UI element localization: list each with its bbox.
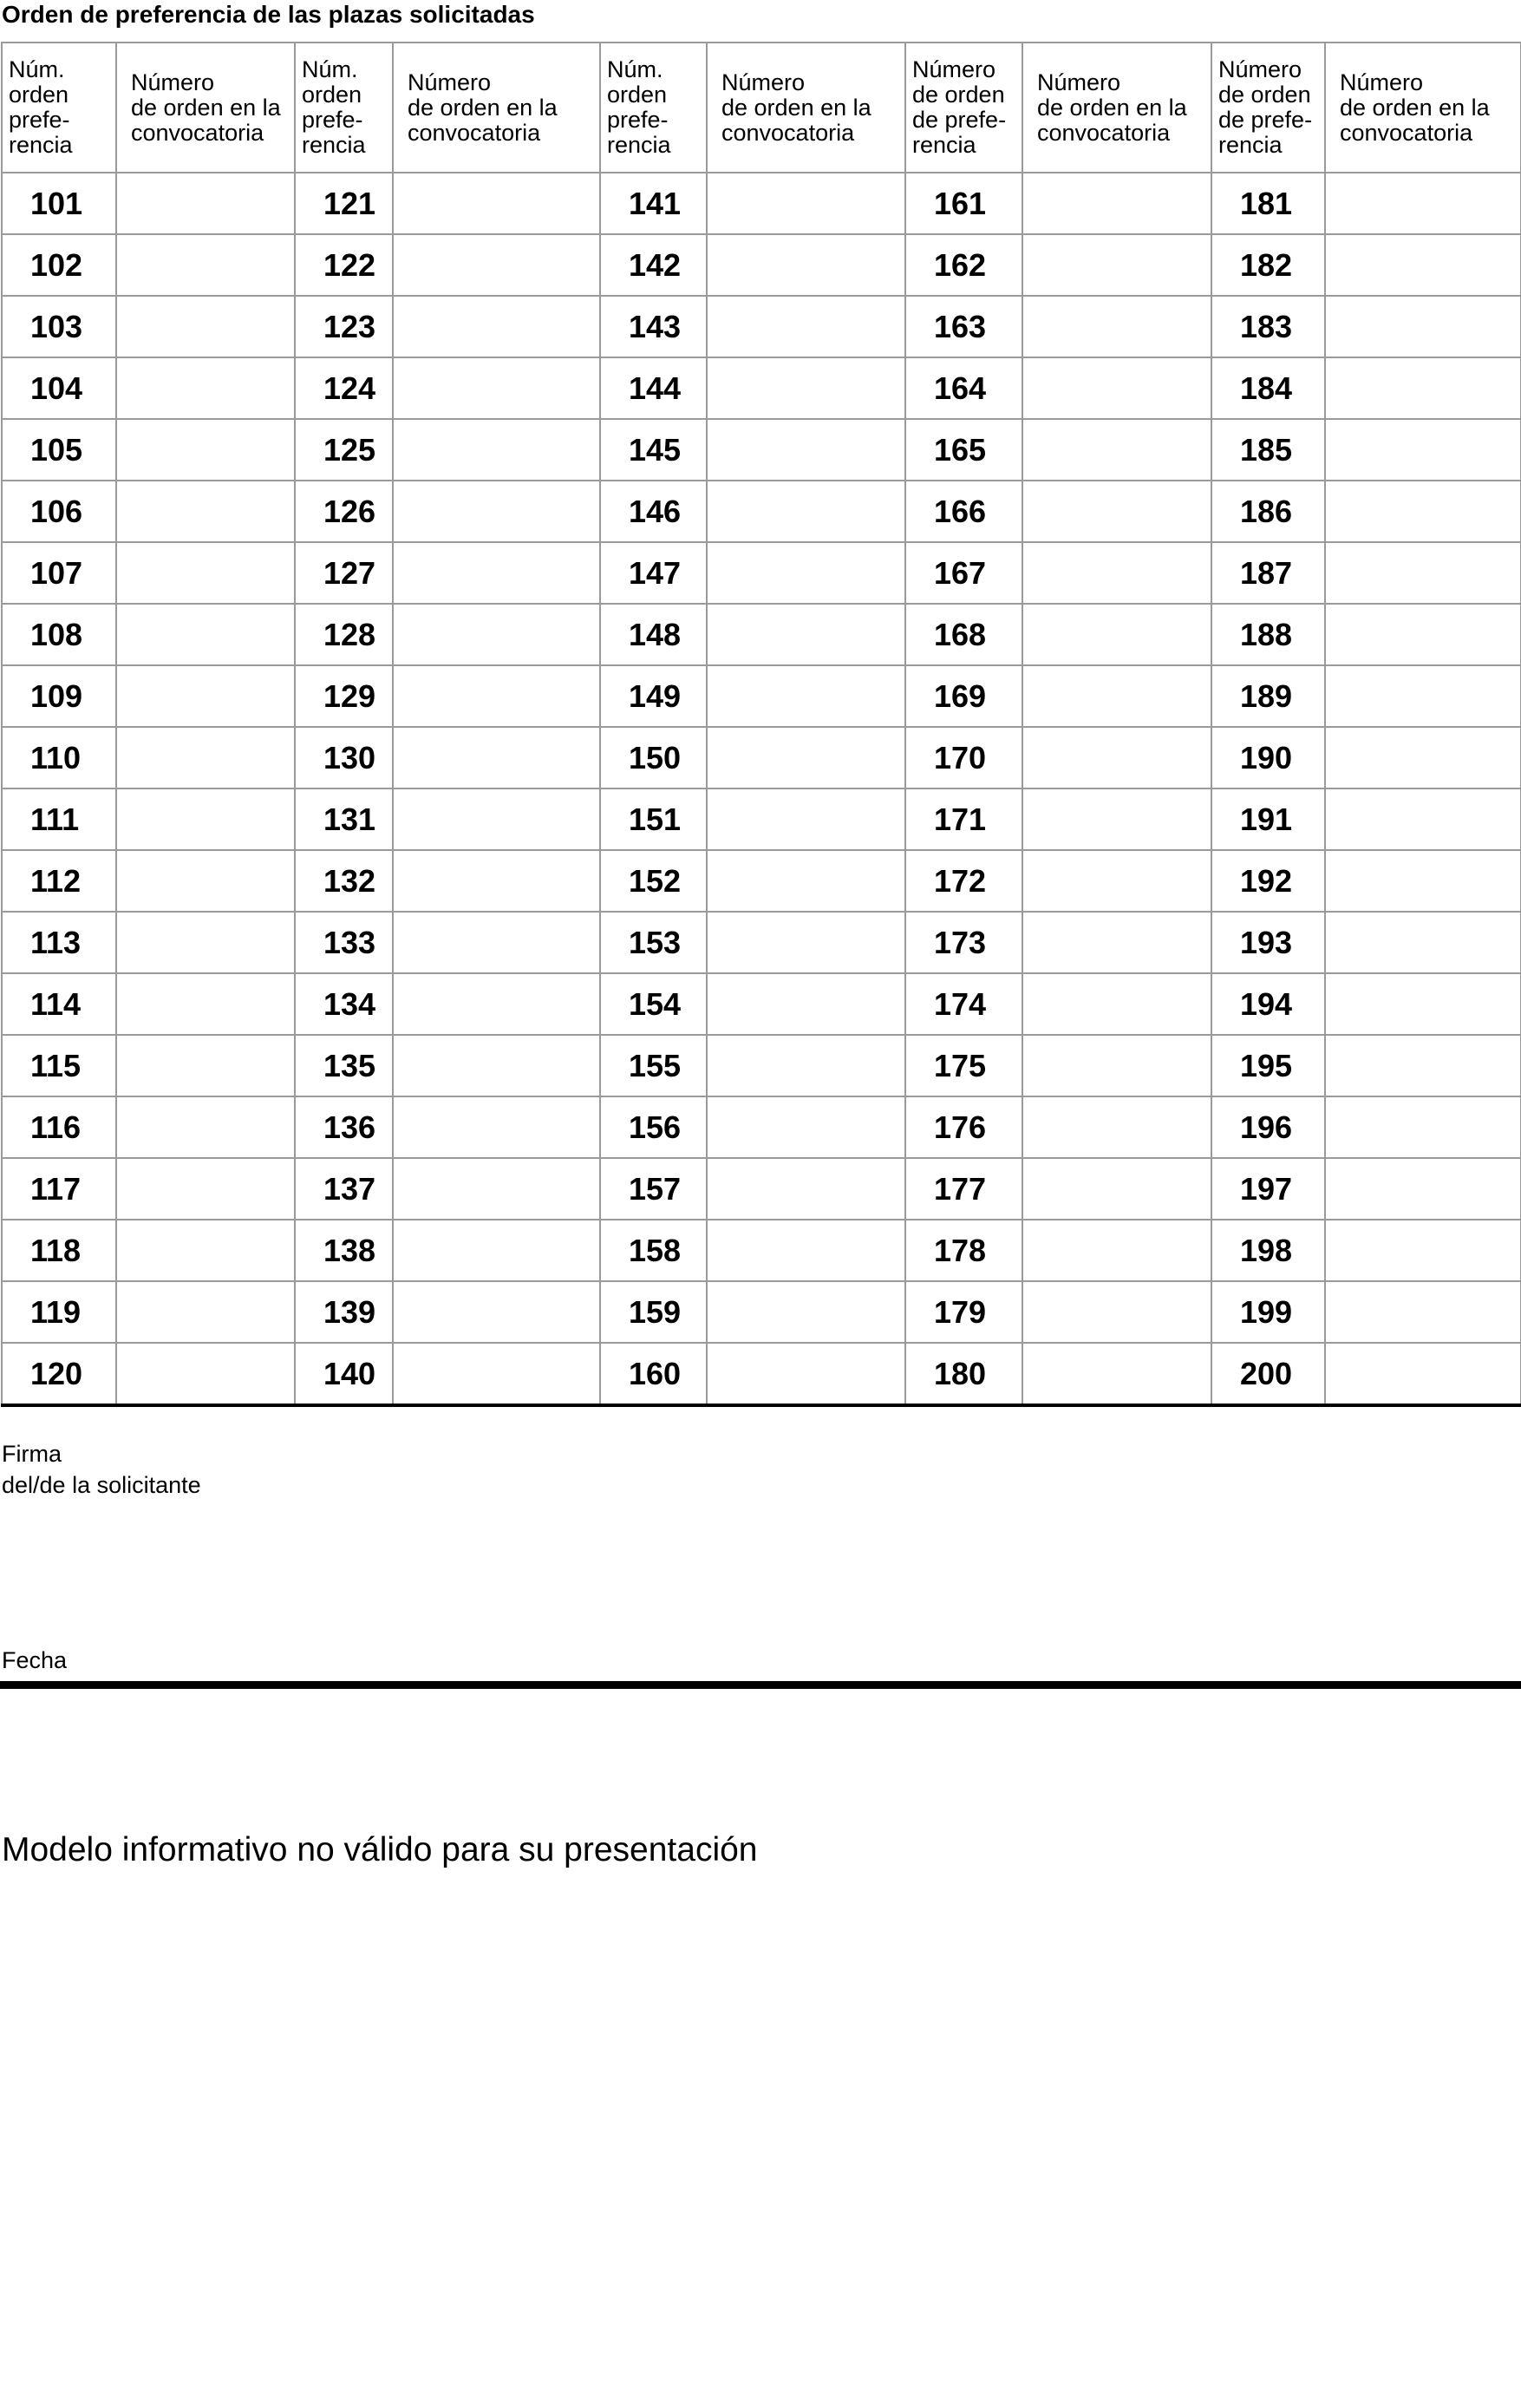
preference-number-cell: 154 <box>600 973 707 1035</box>
preference-number-cell: 155 <box>600 1035 707 1096</box>
call-number-entry-cell[interactable] <box>393 973 600 1035</box>
preference-number-cell: 110 <box>2 727 116 788</box>
preference-number-cell: 102 <box>2 234 116 296</box>
call-number-entry-cell[interactable] <box>707 296 905 357</box>
call-number-entry-cell[interactable] <box>1325 912 1521 973</box>
date-label: Fecha <box>2 1647 68 1673</box>
preference-number-cell: 118 <box>2 1220 116 1281</box>
call-number-entry-cell[interactable] <box>393 481 600 542</box>
preference-number-cell: 125 <box>295 419 393 481</box>
call-number-entry-cell[interactable] <box>707 788 905 850</box>
call-number-entry-cell[interactable] <box>393 1343 600 1405</box>
call-number-entry-cell[interactable] <box>116 665 295 727</box>
preference-number-cell: 123 <box>295 296 393 357</box>
call-number-entry-cell[interactable] <box>116 234 295 296</box>
preference-number-cell: 159 <box>600 1281 707 1343</box>
call-number-entry-cell[interactable] <box>116 173 295 234</box>
call-number-entry-cell[interactable] <box>393 850 600 912</box>
call-number-entry-cell[interactable] <box>707 481 905 542</box>
preference-number-cell: 113 <box>2 912 116 973</box>
table-row <box>2 727 1521 788</box>
header-pref-order-1: Núm. orden prefe- rencia <box>2 43 116 173</box>
preference-number-cell: 177 <box>905 1158 1022 1220</box>
call-number-entry-cell[interactable] <box>116 1096 295 1158</box>
preference-number-cell: 135 <box>295 1035 393 1096</box>
call-number-entry-cell[interactable] <box>1022 1220 1211 1281</box>
call-number-entry-cell[interactable] <box>1325 604 1521 665</box>
call-number-entry-cell[interactable] <box>1325 234 1521 296</box>
call-number-entry-cell[interactable] <box>707 973 905 1035</box>
header-pref-order-4: Número de orden de prefe- rencia <box>905 43 1022 173</box>
preference-number-cell: 138 <box>295 1220 393 1281</box>
call-number-entry-cell[interactable] <box>707 357 905 419</box>
call-number-entry-cell[interactable] <box>1022 542 1211 604</box>
preference-number-cell: 166 <box>905 481 1022 542</box>
preference-number-cell: 103 <box>2 296 116 357</box>
header-call-number-3: Número de orden en la convocatoria <box>707 43 905 173</box>
preference-number-cell: 133 <box>295 912 393 973</box>
preference-number-cell: 129 <box>295 665 393 727</box>
call-number-entry-cell[interactable] <box>393 665 600 727</box>
call-number-entry-cell[interactable] <box>1022 234 1211 296</box>
call-number-entry-cell[interactable] <box>393 1281 600 1343</box>
call-number-entry-cell[interactable] <box>393 1096 600 1158</box>
preference-number-cell: 197 <box>1211 1158 1325 1220</box>
preference-number-cell: 165 <box>905 419 1022 481</box>
header-call-number-5: Número de orden en la convocatoria <box>1325 43 1521 173</box>
preference-number-cell: 108 <box>2 604 116 665</box>
preference-number-cell: 106 <box>2 481 116 542</box>
call-number-entry-cell[interactable] <box>1325 481 1521 542</box>
call-number-entry-cell[interactable] <box>116 604 295 665</box>
table-row <box>2 788 1521 850</box>
table-row <box>2 481 1521 542</box>
call-number-entry-cell[interactable] <box>1325 1158 1521 1220</box>
table-row <box>2 542 1521 604</box>
preference-table <box>1 42 1521 1407</box>
call-number-entry-cell[interactable] <box>1022 1158 1211 1220</box>
preference-number-cell: 174 <box>905 973 1022 1035</box>
preference-number-cell: 168 <box>905 604 1022 665</box>
preference-number-cell: 198 <box>1211 1220 1325 1281</box>
header-pref-order-5: Número de orden de prefe- rencia <box>1211 43 1325 173</box>
preference-number-cell: 176 <box>905 1096 1022 1158</box>
call-number-entry-cell[interactable] <box>707 234 905 296</box>
notice-text: Modelo informativo no válido para su presentación <box>2 1831 758 1868</box>
preference-number-cell: 173 <box>905 912 1022 973</box>
call-number-entry-cell[interactable] <box>116 1158 295 1220</box>
preference-number-cell: 164 <box>905 357 1022 419</box>
table-row <box>2 296 1521 357</box>
call-number-entry-cell[interactable] <box>393 1220 600 1281</box>
preference-number-cell: 185 <box>1211 419 1325 481</box>
call-number-entry-cell[interactable] <box>116 788 295 850</box>
preference-number-cell: 163 <box>905 296 1022 357</box>
preference-number-cell: 131 <box>295 788 393 850</box>
call-number-entry-cell[interactable] <box>116 850 295 912</box>
section-divider <box>0 1681 1521 1689</box>
preference-number-cell: 130 <box>295 727 393 788</box>
table-row <box>2 912 1521 973</box>
preference-number-cell: 136 <box>295 1096 393 1158</box>
preference-number-cell: 137 <box>295 1158 393 1220</box>
call-number-entry-cell[interactable] <box>1022 850 1211 912</box>
table-row <box>2 419 1521 481</box>
call-number-entry-cell[interactable] <box>1022 912 1211 973</box>
call-number-entry-cell[interactable] <box>1022 788 1211 850</box>
preference-number-cell: 169 <box>905 665 1022 727</box>
call-number-entry-cell[interactable] <box>393 419 600 481</box>
table-row <box>2 357 1521 419</box>
call-number-entry-cell[interactable] <box>707 1281 905 1343</box>
call-number-entry-cell[interactable] <box>707 912 905 973</box>
call-number-entry-cell[interactable] <box>1325 173 1521 234</box>
preference-number-cell: 156 <box>600 1096 707 1158</box>
preference-number-cell: 146 <box>600 481 707 542</box>
call-number-entry-cell[interactable] <box>1022 1281 1211 1343</box>
preference-number-cell: 182 <box>1211 234 1325 296</box>
call-number-entry-cell[interactable] <box>1022 419 1211 481</box>
preference-number-cell: 117 <box>2 1158 116 1220</box>
table-row <box>2 1343 1521 1405</box>
call-number-entry-cell[interactable] <box>1022 296 1211 357</box>
call-number-entry-cell[interactable] <box>116 1343 295 1405</box>
table-header-row <box>2 43 1521 173</box>
preference-number-cell: 199 <box>1211 1281 1325 1343</box>
call-number-entry-cell[interactable] <box>1325 1281 1521 1343</box>
table-row <box>2 173 1521 234</box>
form-title: Orden de preferencia de las plazas solicitadas <box>2 1 535 28</box>
preference-number-cell: 145 <box>600 419 707 481</box>
call-number-entry-cell[interactable] <box>1325 850 1521 912</box>
call-number-entry-cell[interactable] <box>1022 604 1211 665</box>
call-number-entry-cell[interactable] <box>116 296 295 357</box>
call-number-entry-cell[interactable] <box>393 912 600 973</box>
call-number-entry-cell[interactable] <box>393 604 600 665</box>
preference-number-cell: 183 <box>1211 296 1325 357</box>
preference-number-cell: 195 <box>1211 1035 1325 1096</box>
preference-number-cell: 189 <box>1211 665 1325 727</box>
preference-number-cell: 140 <box>295 1343 393 1405</box>
call-number-entry-cell[interactable] <box>393 173 600 234</box>
call-number-entry-cell[interactable] <box>1022 665 1211 727</box>
preference-number-cell: 162 <box>905 234 1022 296</box>
preference-number-cell: 196 <box>1211 1096 1325 1158</box>
preference-number-cell: 132 <box>295 850 393 912</box>
call-number-entry-cell[interactable] <box>1325 1096 1521 1158</box>
preference-number-cell: 179 <box>905 1281 1022 1343</box>
call-number-entry-cell[interactable] <box>116 973 295 1035</box>
header-pref-order-3: Núm. orden prefe- rencia <box>600 43 707 173</box>
call-number-entry-cell[interactable] <box>116 1035 295 1096</box>
preference-number-cell: 181 <box>1211 173 1325 234</box>
preference-number-cell: 124 <box>295 357 393 419</box>
call-number-entry-cell[interactable] <box>1325 788 1521 850</box>
table-row <box>2 1096 1521 1158</box>
preference-number-cell: 112 <box>2 850 116 912</box>
call-number-entry-cell[interactable] <box>116 1220 295 1281</box>
call-number-entry-cell[interactable] <box>707 1343 905 1405</box>
preference-number-cell: 107 <box>2 542 116 604</box>
preference-number-cell: 149 <box>600 665 707 727</box>
call-number-entry-cell[interactable] <box>1022 357 1211 419</box>
preference-number-cell: 148 <box>600 604 707 665</box>
signature-label: Firma del/de la solicitante <box>2 1441 201 1498</box>
call-number-entry-cell[interactable] <box>393 1035 600 1096</box>
call-number-entry-cell[interactable] <box>707 850 905 912</box>
preference-number-cell: 128 <box>295 604 393 665</box>
preference-number-cell: 170 <box>905 727 1022 788</box>
call-number-entry-cell[interactable] <box>1325 973 1521 1035</box>
call-number-entry-cell[interactable] <box>1325 357 1521 419</box>
call-number-entry-cell[interactable] <box>707 727 905 788</box>
call-number-entry-cell[interactable] <box>116 727 295 788</box>
preference-number-cell: 186 <box>1211 481 1325 542</box>
call-number-entry-cell[interactable] <box>393 788 600 850</box>
preference-number-cell: 161 <box>905 173 1022 234</box>
preference-number-cell: 167 <box>905 542 1022 604</box>
preference-number-cell: 200 <box>1211 1343 1325 1405</box>
preference-number-cell: 120 <box>2 1343 116 1405</box>
preference-number-cell: 104 <box>2 357 116 419</box>
call-number-entry-cell[interactable] <box>707 1220 905 1281</box>
call-number-entry-cell[interactable] <box>1325 1035 1521 1096</box>
call-number-entry-cell[interactable] <box>707 419 905 481</box>
preference-number-cell: 134 <box>295 973 393 1035</box>
call-number-entry-cell[interactable] <box>1325 1220 1521 1281</box>
preference-number-cell: 147 <box>600 542 707 604</box>
preference-number-cell: 126 <box>295 481 393 542</box>
header-call-number-4: Número de orden en la convocatoria <box>1022 43 1211 173</box>
preference-number-cell: 142 <box>600 234 707 296</box>
preference-number-cell: 139 <box>295 1281 393 1343</box>
preference-number-cell: 115 <box>2 1035 116 1096</box>
preference-number-cell: 152 <box>600 850 707 912</box>
call-number-entry-cell[interactable] <box>116 542 295 604</box>
preference-number-cell: 122 <box>295 234 393 296</box>
preference-number-cell: 144 <box>600 357 707 419</box>
preference-number-cell: 188 <box>1211 604 1325 665</box>
preference-number-cell: 178 <box>905 1220 1022 1281</box>
preference-number-cell: 141 <box>600 173 707 234</box>
call-number-entry-cell[interactable] <box>393 296 600 357</box>
preference-number-cell: 194 <box>1211 973 1325 1035</box>
table-row <box>2 665 1521 727</box>
call-number-entry-cell[interactable] <box>707 1035 905 1096</box>
call-number-entry-cell[interactable] <box>116 357 295 419</box>
preference-number-cell: 193 <box>1211 912 1325 973</box>
preference-number-cell: 109 <box>2 665 116 727</box>
call-number-entry-cell[interactable] <box>1325 419 1521 481</box>
preference-number-cell: 190 <box>1211 727 1325 788</box>
call-number-entry-cell[interactable] <box>707 173 905 234</box>
call-number-entry-cell[interactable] <box>1022 173 1211 234</box>
call-number-entry-cell[interactable] <box>707 1158 905 1220</box>
call-number-entry-cell[interactable] <box>707 542 905 604</box>
call-number-entry-cell[interactable] <box>116 481 295 542</box>
preference-number-cell: 127 <box>295 542 393 604</box>
preference-number-cell: 191 <box>1211 788 1325 850</box>
call-number-entry-cell[interactable] <box>116 912 295 973</box>
call-number-entry-cell[interactable] <box>1325 727 1521 788</box>
header-call-number-1: Número de orden en la convocatoria <box>116 43 295 173</box>
preference-number-cell: 105 <box>2 419 116 481</box>
call-number-entry-cell[interactable] <box>116 419 295 481</box>
table-row <box>2 1035 1521 1096</box>
call-number-entry-cell[interactable] <box>1022 1035 1211 1096</box>
table-row <box>2 604 1521 665</box>
preference-number-cell: 114 <box>2 973 116 1035</box>
call-number-entry-cell[interactable] <box>1022 727 1211 788</box>
preference-number-cell: 192 <box>1211 850 1325 912</box>
preference-number-cell: 150 <box>600 727 707 788</box>
header-pref-order-2: Núm. orden prefe- rencia <box>295 43 393 173</box>
preference-number-cell: 151 <box>600 788 707 850</box>
call-number-entry-cell[interactable] <box>116 1281 295 1343</box>
header-call-number-2: Número de orden en la convocatoria <box>393 43 600 173</box>
call-number-entry-cell[interactable] <box>1022 1343 1211 1405</box>
call-number-entry-cell[interactable] <box>393 234 600 296</box>
call-number-entry-cell[interactable] <box>707 665 905 727</box>
table-body <box>2 173 1521 1405</box>
preference-number-cell: 172 <box>905 850 1022 912</box>
preference-number-cell: 171 <box>905 788 1022 850</box>
call-number-entry-cell[interactable] <box>1325 296 1521 357</box>
call-number-entry-cell[interactable] <box>707 1096 905 1158</box>
call-number-entry-cell[interactable] <box>1022 481 1211 542</box>
preference-number-cell: 160 <box>600 1343 707 1405</box>
preference-number-cell: 116 <box>2 1096 116 1158</box>
table-row <box>2 973 1521 1035</box>
preference-number-cell: 180 <box>905 1343 1022 1405</box>
call-number-entry-cell[interactable] <box>393 1158 600 1220</box>
table-row <box>2 1281 1521 1343</box>
call-number-entry-cell[interactable] <box>393 727 600 788</box>
preference-number-cell: 111 <box>2 788 116 850</box>
preference-number-cell: 157 <box>600 1158 707 1220</box>
preference-number-cell: 101 <box>2 173 116 234</box>
preference-number-cell: 175 <box>905 1035 1022 1096</box>
table-row <box>2 1220 1521 1281</box>
call-number-entry-cell[interactable] <box>393 357 600 419</box>
preference-number-cell: 184 <box>1211 357 1325 419</box>
preference-number-cell: 158 <box>600 1220 707 1281</box>
call-number-entry-cell[interactable] <box>1325 542 1521 604</box>
call-number-entry-cell[interactable] <box>1022 973 1211 1035</box>
call-number-entry-cell[interactable] <box>1325 1343 1521 1405</box>
call-number-entry-cell[interactable] <box>1022 1096 1211 1158</box>
call-number-entry-cell[interactable] <box>393 542 600 604</box>
preference-number-cell: 187 <box>1211 542 1325 604</box>
preference-number-cell: 121 <box>295 173 393 234</box>
preference-number-cell: 119 <box>2 1281 116 1343</box>
table-row <box>2 850 1521 912</box>
preference-number-cell: 143 <box>600 296 707 357</box>
table-row <box>2 234 1521 296</box>
call-number-entry-cell[interactable] <box>707 604 905 665</box>
call-number-entry-cell[interactable] <box>1325 665 1521 727</box>
preference-number-cell: 153 <box>600 912 707 973</box>
table-row <box>2 1158 1521 1220</box>
